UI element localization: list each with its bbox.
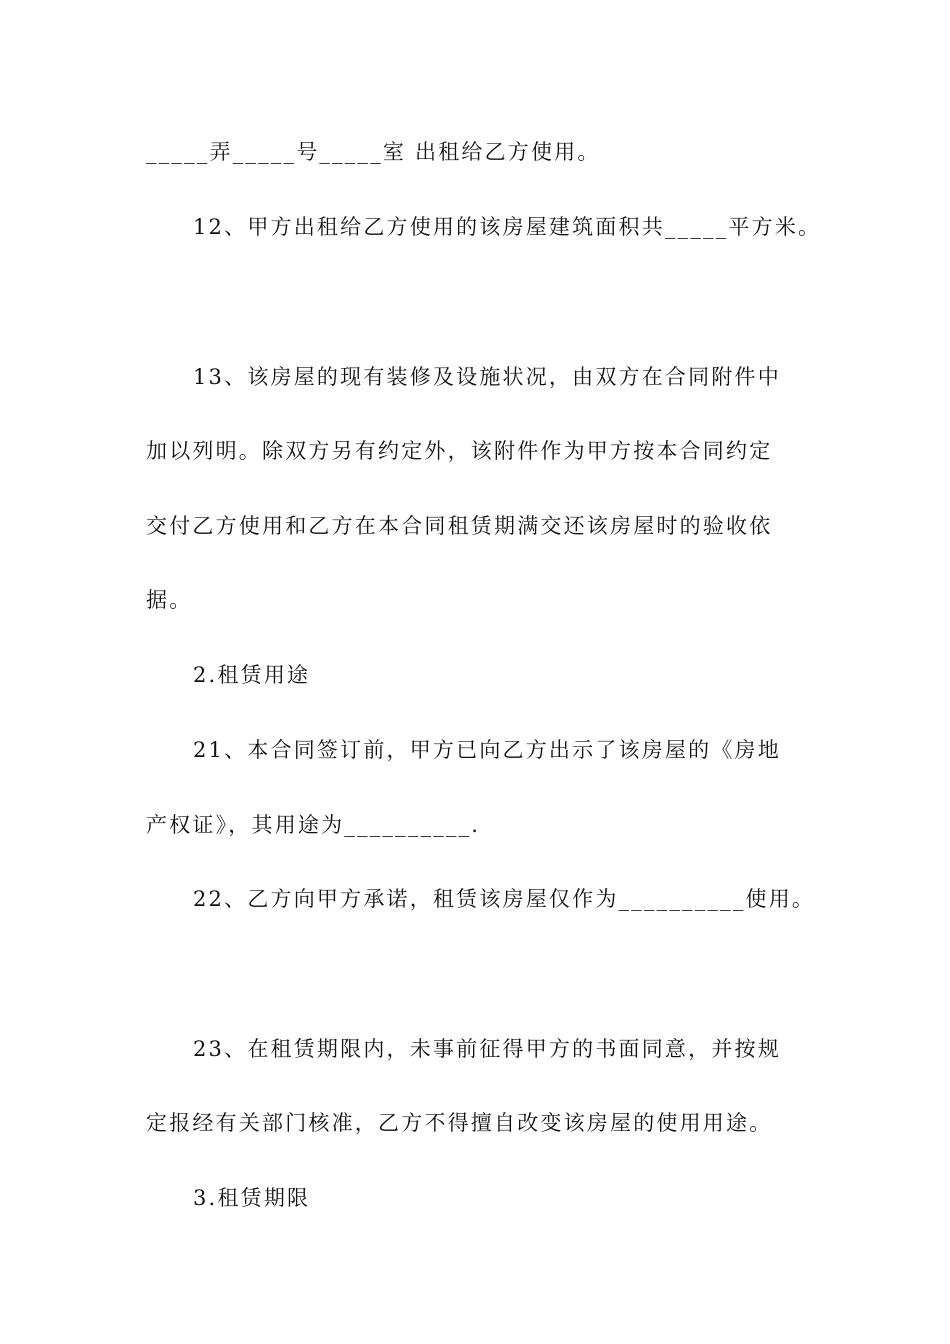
paragraph-line: 23、在租赁期限内，未事前征得甲方的书面同意，并按规 [193, 1037, 781, 1061]
paragraph-line: 交付乙方使用和乙方在本合同租赁期满交还该房屋时的验收依 [146, 514, 773, 538]
paragraph-line: 定报经有关部门核准，乙方不得擅自改变该房屋的使用用途。 [146, 1111, 773, 1135]
paragraph-line: 据。 [146, 588, 193, 612]
paragraph-line: 产权证》，其用途为__________. [146, 813, 481, 837]
paragraph-line: 13、该房屋的现有装修及设施状况，由双方在合同附件中 [193, 365, 781, 389]
paragraph-line: _____弄_____号_____室 出租给乙方使用。 [146, 140, 601, 164]
section-heading: 3.租赁期限 [193, 1186, 311, 1210]
paragraph-line: 22、乙方向甲方承诺，租赁该房屋仅作为__________使用。 [193, 887, 816, 911]
paragraph-line: 加以列明。除双方另有约定外，该附件作为甲方按本合同约定 [146, 439, 773, 463]
section-heading: 2.租赁用途 [193, 663, 311, 687]
paragraph-line: 21、本合同签订前，甲方已向乙方出示了该房屋的《房地 [193, 738, 781, 762]
paragraph-line: 12、甲方出租给乙方使用的该房屋建筑面积共_____平方米。 [193, 215, 822, 239]
